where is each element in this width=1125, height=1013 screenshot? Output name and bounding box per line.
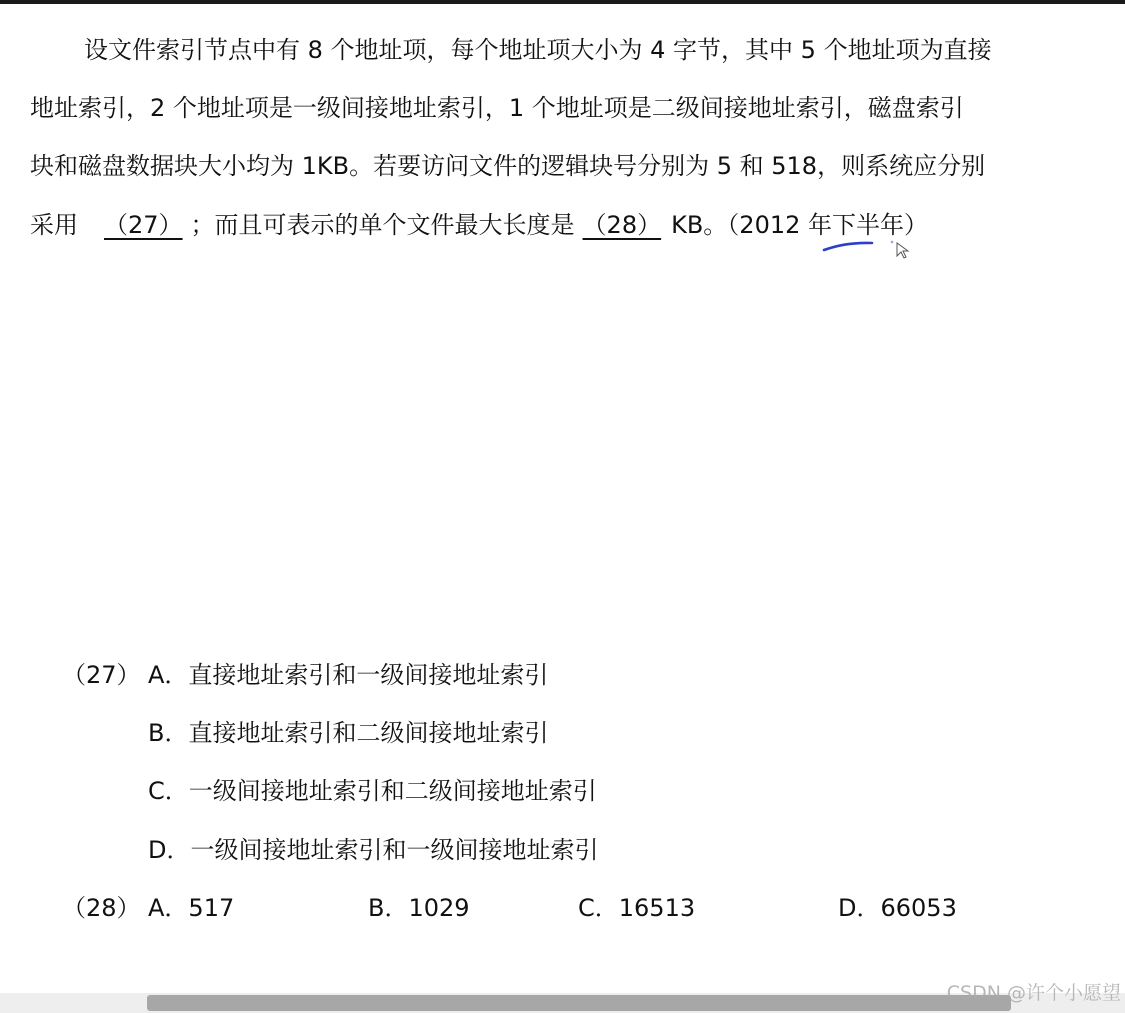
- answer-blank-28: （28）: [582, 211, 662, 239]
- q27-option-a[interactable]: [148, 655, 548, 695]
- question-line-3: 块和磁盘数据块大小均为 1KB。若要访问文件的逻辑块号分别为 5 和 518，则系统应分别: [30, 152, 986, 180]
- question-line-2: 地址索引，2 个地址项是一级间接地址索引，1 个地址项是二级间接地址索引，磁盘索引: [30, 94, 964, 122]
- option-text: 直接地址索引和二级间接地址索引: [188, 719, 549, 747]
- option-letter: C．: [578, 894, 619, 922]
- q27-option-c[interactable]: [148, 771, 597, 811]
- option-letter: A．: [148, 661, 189, 689]
- option-letter: D．: [148, 836, 191, 864]
- question-line-4-middle: ；而且可表示的单个文件最大长度是: [190, 211, 575, 239]
- option-letter: A．: [148, 894, 189, 922]
- option-text: 直接地址索引和一级间接地址索引: [188, 661, 549, 689]
- option-text: 一级间接地址索引和一级间接地址索引: [190, 836, 599, 864]
- option-letter: D．: [838, 894, 881, 922]
- option-text: 一级间接地址索引和二级间接地址索引: [188, 777, 597, 805]
- q28-option-b[interactable]: [368, 888, 470, 928]
- question-line-4-prefix: 采用: [30, 211, 78, 239]
- question-line-4: [30, 205, 928, 245]
- q28-option-c[interactable]: [578, 888, 695, 928]
- question-28-label: （28）: [62, 894, 141, 922]
- option-text: 16513: [618, 894, 696, 922]
- question-27-label: （27）: [62, 661, 141, 689]
- q28-option-d[interactable]: [838, 888, 957, 928]
- q28-option-a[interactable]: [148, 888, 234, 928]
- option-text: 66053: [880, 894, 957, 922]
- option-text: 517: [188, 894, 235, 922]
- answer-blank-27: （27）: [104, 211, 183, 239]
- question-line-1: 设文件索引节点中有 8 个地址项，每个地址项大小为 4 字节，其中 5 个地址项为直接: [84, 36, 992, 64]
- q27-option-b[interactable]: [148, 713, 548, 753]
- option-text: 1029: [408, 894, 470, 922]
- question-line-4-suffix: KB。（2012 年下半年）: [671, 211, 929, 239]
- horizontal-scrollbar-thumb[interactable]: [147, 995, 1011, 1011]
- option-letter: B．: [148, 719, 189, 747]
- csdn-watermark: CSDN @许个小愿望: [946, 982, 1121, 1004]
- handwritten-underline-mark: [818, 232, 908, 262]
- option-letter: C．: [148, 777, 189, 805]
- q27-option-d[interactable]: [148, 830, 598, 870]
- option-letter: B．: [368, 894, 409, 922]
